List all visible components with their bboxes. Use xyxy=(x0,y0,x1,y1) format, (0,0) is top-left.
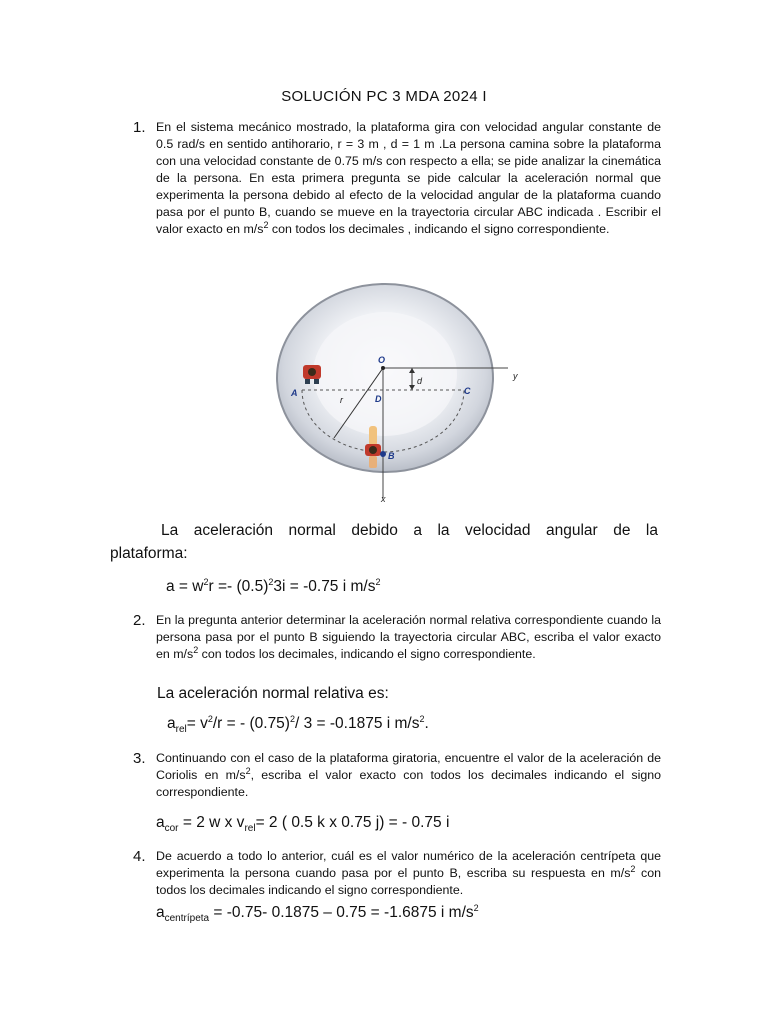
label-y: y xyxy=(513,371,518,381)
question-text: En la pregunta anterior determinar la aceleración normal relativa correspondiente cuando la persona pasa por el punto B siguiendo la trayectoria circular ABC, escriba el valor exacto en $m/s^2$ con todos los decimales, indicando el signo correspondiente. xyxy=(156,613,661,661)
label-o: O xyxy=(378,355,386,365)
label-c: C xyxy=(464,386,471,396)
answer-3-equation: $a_{cor} = 2$ w x $v_{rel}= 2$ ( 0.5 k x 0.75 j) = - 0.75 i xyxy=(156,814,450,835)
label-d-point: D xyxy=(375,394,382,404)
question-1 xyxy=(133,119,661,238)
question-3 xyxy=(133,750,661,801)
rotating-platform-diagram xyxy=(272,262,532,510)
question-text: De acuerdo a todo lo anterior, cuál es el valor numérico de la aceleración centrípeta que experimenta la persona cuando pasa por el punto B, escriba su respuesta en $m/s^2$ con todos los decimales indicando el signo correspondiente. xyxy=(156,849,661,897)
question-number: 1. xyxy=(133,119,146,136)
question-4 xyxy=(133,848,661,899)
question-number: 4. xyxy=(133,848,146,865)
label-r: r xyxy=(340,395,343,405)
answer-2-heading: La aceleración normal relativa es: xyxy=(157,685,389,702)
label-a: A xyxy=(291,388,298,398)
answer-1-equation: $a = w^2r =- (0.5)^23i = -0.75$ i $m/s^2$ xyxy=(166,576,381,595)
question-number: 3. xyxy=(133,750,146,767)
answer-1-text-cont: plataforma: xyxy=(110,545,188,562)
question-number: 2. xyxy=(133,612,146,629)
question-text: Continuando con el caso de la plataforma giratoria, encuentre el valor de la aceleración de Coriolis en $m/s^2$, escriba el valor exacto con todos los decimales indicando el signo correspondiente. xyxy=(156,751,661,799)
label-d: d xyxy=(417,376,423,386)
label-b: B xyxy=(388,451,395,461)
answer-2-equation: $a_{rel}= v^2/r$ = - $(0.75)^2/$ 3 = -0.1875 i $m/s^2$. xyxy=(167,713,429,736)
label-x: x xyxy=(381,494,386,504)
answer-4-equation: $a_{centrípeta} = -0.75-$ 0.1875 – 0.75 = -1.6875 i $m/s^2$ xyxy=(156,902,479,925)
question-text: En el sistema mecánico mostrado, la plataforma gira con velocidad angular constante de 0.5 rad/s en sentido antihorario, r = 3 m , d = 1 m .La persona camina sobre la plataforma con una velocidad constante de 0.75 m/s con respecto a ella; se pide analizar la cinemática de la persona. En esta primera pregunta se pide calcular la aceleración normal que experimenta la persona debido al efecto de la velocidad angular de la plataforma cuando pasa por el punto B, cuando se mueve en la trayectoria circular ABC indicada . Escribir el valor exacto en $m/s^2$ con todos los decimales , indicando el signo correspondiente. xyxy=(156,120,661,236)
question-2 xyxy=(133,612,661,663)
answer-1-text: La aceleración normal debido a la velocidad angular de la xyxy=(161,522,658,539)
page-title: SOLUCIÓN PC 3 MDA 2024 I xyxy=(281,88,487,105)
